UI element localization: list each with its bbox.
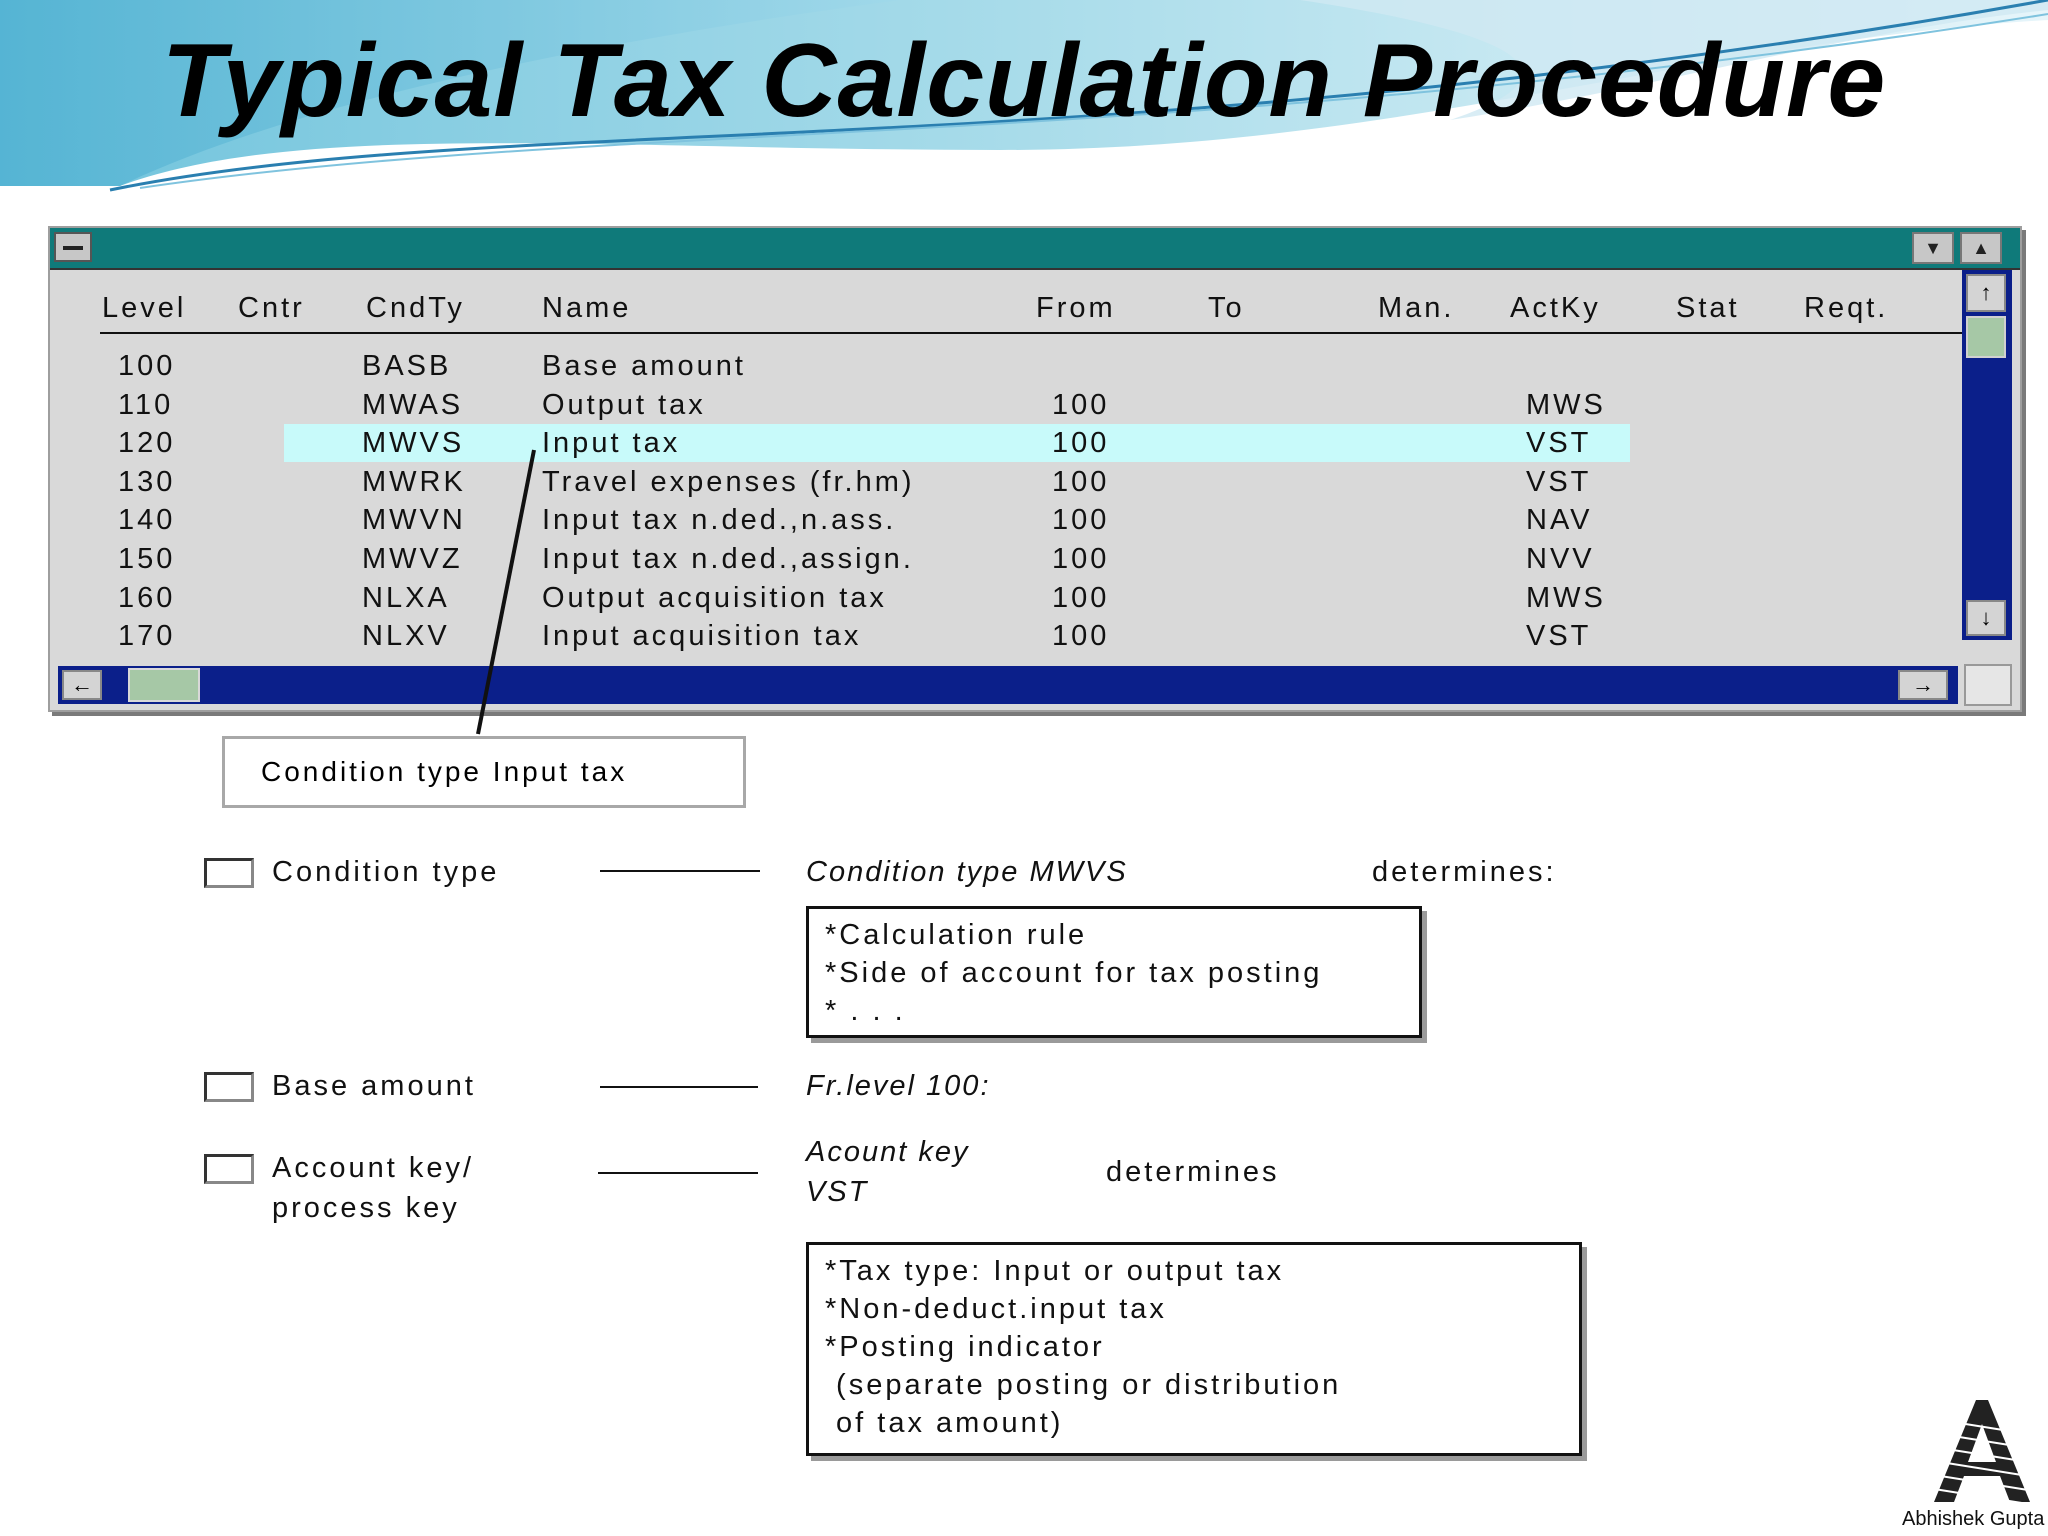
cell-level: 150 <box>118 543 176 575</box>
condition-type-detail: Condition type MWVS <box>806 856 1128 888</box>
col-header-stat: Stat <box>1676 292 1740 324</box>
box-line: *Tax type: Input or output tax <box>825 1255 1285 1287</box>
cell-cndty: NLXA <box>362 581 450 614</box>
col-header-to: To <box>1208 292 1245 324</box>
cell-from: 100 <box>1052 427 1110 460</box>
box-line: *Side of account for tax posting <box>825 957 1323 989</box>
account-key-detail-2: VST <box>806 1176 869 1208</box>
connector-line <box>600 870 760 872</box>
connector-line <box>598 1172 758 1174</box>
procedure-window <box>48 226 2022 712</box>
cell-actky: MWS <box>1526 388 1606 421</box>
connector-line <box>600 1086 758 1088</box>
base-amount-label: Base amount <box>272 1070 476 1102</box>
determines-text: determines: <box>1372 856 1557 888</box>
cell-from: 100 <box>1052 388 1110 421</box>
col-header-actky: ActKy <box>1510 292 1601 324</box>
cell-level: 120 <box>118 427 176 460</box>
triangle-up-icon[interactable]: ▲ <box>1960 232 2002 264</box>
cell-cndty: MWAS <box>362 388 464 421</box>
cell-from: 100 <box>1052 620 1110 653</box>
box-line: * . . . <box>825 995 906 1027</box>
box-line: *Non-deduct.input tax <box>825 1293 1167 1325</box>
cell-name: Input tax n.ded.,assign. <box>542 543 914 575</box>
cell-level: 100 <box>118 350 176 382</box>
cell-level: 170 <box>118 620 176 653</box>
arrow-up-icon[interactable]: ↑ <box>1966 274 2006 312</box>
table-row[interactable] <box>50 620 1950 658</box>
cell-from: 100 <box>1052 465 1110 498</box>
cell-name: Travel expenses (fr.hm) <box>542 465 915 498</box>
col-header-from: From <box>1036 292 1116 324</box>
cell-cndty: MWVS <box>362 427 465 460</box>
cell-name: Input tax n.ded.,n.ass. <box>542 504 897 537</box>
horizontal-scrollbar[interactable] <box>58 666 1958 704</box>
scrollbar-corner <box>1964 664 2012 706</box>
slide-title: Typical Tax Calculation Procedure <box>161 23 1887 139</box>
cell-cndty: BASB <box>362 350 452 382</box>
cell-level: 110 <box>118 388 174 421</box>
col-header-man: Man. <box>1378 292 1455 324</box>
cell-cndty: MWVN <box>362 504 466 537</box>
col-header-name: Name <box>542 292 632 324</box>
system-menu-icon[interactable] <box>54 232 92 262</box>
author-name: Abhishek Gupta <box>1902 1508 2045 1530</box>
table-row[interactable] <box>50 543 1950 581</box>
cell-actky: VST <box>1526 620 1592 653</box>
cell-name: Output acquisition tax <box>542 581 887 614</box>
base-amount-detail: Fr.level 100: <box>806 1070 991 1102</box>
cell-name: Input acquisition tax <box>542 620 862 653</box>
cell-name: Base amount <box>542 350 746 382</box>
condition-type-box <box>806 906 1422 1038</box>
cell-level: 130 <box>118 465 176 498</box>
account-key-checkbox[interactable] <box>204 1154 254 1184</box>
horizontal-scroll-thumb[interactable] <box>128 668 200 702</box>
cell-cndty: MWVZ <box>362 543 463 575</box>
table-row[interactable] <box>50 582 1950 620</box>
table-row[interactable] <box>50 389 1950 427</box>
base-amount-checkbox[interactable] <box>204 1072 254 1102</box>
table-row[interactable] <box>50 427 1950 465</box>
arrow-down-icon[interactable]: ↓ <box>1966 600 2006 636</box>
account-key-detail-1: Acount key <box>806 1136 970 1168</box>
col-header-cndty: CndTy <box>366 292 465 324</box>
cell-cndty: NLXV <box>362 620 450 653</box>
cell-cndty: MWRK <box>362 465 466 498</box>
arrow-left-icon[interactable]: ← <box>62 670 102 700</box>
determines-text: determines <box>1106 1156 1280 1188</box>
cell-from: 100 <box>1052 504 1110 537</box>
cell-from: 100 <box>1052 581 1110 614</box>
box-line: *Posting indicator <box>825 1331 1105 1363</box>
cell-actky: VST <box>1526 427 1592 460</box>
cell-actky: NAV <box>1526 504 1593 537</box>
vertical-scroll-thumb[interactable] <box>1966 316 2006 358</box>
condition-type-checkbox[interactable] <box>204 858 254 888</box>
cell-level: 140 <box>118 504 176 537</box>
header-divider <box>100 332 1972 334</box>
account-key-label-2: process key <box>272 1192 460 1224</box>
col-header-level: Level <box>102 292 187 324</box>
table-row[interactable] <box>50 350 1950 388</box>
author-logo <box>1918 1398 2036 1508</box>
table-row[interactable] <box>50 466 1950 504</box>
box-line: *Calculation rule <box>825 919 1088 951</box>
vertical-scrollbar[interactable] <box>1962 270 2012 640</box>
window-titlebar <box>50 228 2020 270</box>
box-line: (separate posting or distribution <box>825 1369 1342 1401</box>
callout-box: Condition type Input tax <box>222 736 746 808</box>
cell-name: Output tax <box>542 388 706 421</box>
col-header-reqt: Reqt. <box>1804 292 1889 324</box>
cell-actky: MWS <box>1526 581 1606 614</box>
cell-level: 160 <box>118 581 176 614</box>
condition-type-label: Condition type <box>272 856 500 888</box>
arrow-right-icon[interactable]: → <box>1898 670 1948 700</box>
cell-actky: VST <box>1526 465 1592 498</box>
table-row[interactable] <box>50 504 1950 542</box>
account-key-box <box>806 1242 1582 1456</box>
cell-from: 100 <box>1052 543 1110 575</box>
col-header-cntr: Cntr <box>238 292 305 324</box>
box-line: of tax amount) <box>825 1407 1064 1439</box>
triangle-down-icon[interactable]: ▼ <box>1912 232 1954 264</box>
cell-actky: NVV <box>1526 543 1595 575</box>
account-key-label-1: Account key/ <box>272 1152 475 1184</box>
cell-name: Input tax <box>542 427 681 460</box>
